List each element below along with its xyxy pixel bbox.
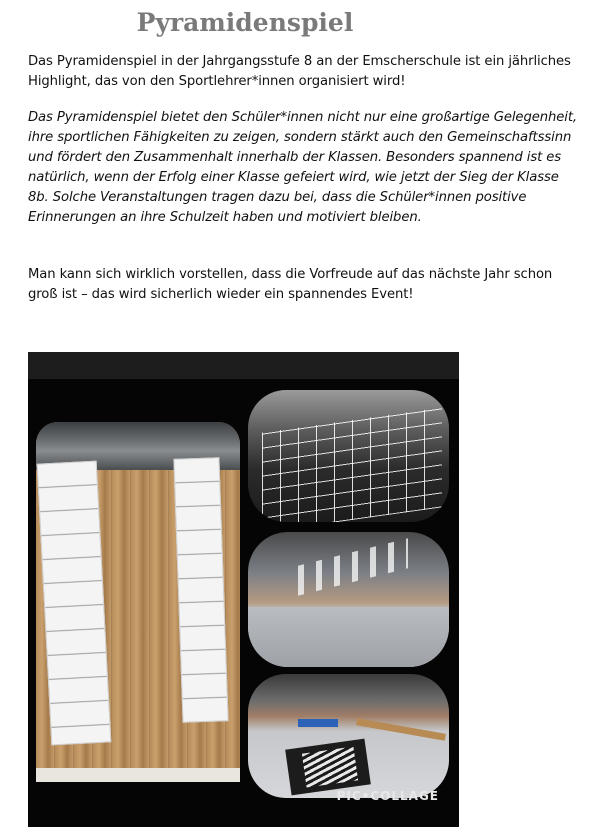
task-sheets-right	[173, 457, 228, 722]
page-title: Pyramidenspiel	[136, 8, 354, 37]
description-paragraph: Das Pyramidenspiel bietet den Schüler*innen nicht nur eine großartige Gelegenheit, ihre sportlichen Fähigkeiten zu zeigen, sondern stärkt auch den Gemeinschaftssinn und fördert den Zusammenhalt innerhalb der Klassen. Besonders spannend ist es natürlich, wenn der Erfolg einer Klasse gefeiert wird, wie jetzt der Sieg der Klasse 8b. Solche Veranstaltungen tragen dazu bei, dass die Schüler*innen positive Erinnerungen an ihre Schulzeit haben und motiviert bleiben.	[28, 110, 577, 225]
wall-floor	[36, 768, 240, 782]
bench	[356, 718, 446, 741]
photo-sports-hall	[248, 532, 449, 667]
task-sheets-left	[37, 461, 112, 746]
hall-floor	[248, 607, 449, 667]
closing-paragraph: Man kann sich wirklich vorstellen, dass die Vorfreude auf das nächste Jahr schon groß ist – das wird sicherlich wieder ein spannendes Event!	[28, 267, 553, 302]
photo-hall-equipment	[248, 674, 449, 798]
score-grid-lines	[262, 407, 442, 522]
hall-lights	[298, 538, 408, 595]
intro-paragraph: Das Pyramidenspiel in der Jahrgangsstufe 8 an der Emscherschule ist ein jährliches Highlight, das von den Sportlehrer*innen organisiert wird!	[28, 54, 571, 89]
photo-score-grid	[248, 390, 449, 522]
photo-wooden-wall	[36, 422, 240, 782]
blue-mat	[298, 719, 338, 727]
photo-collage	[28, 352, 459, 827]
collage-watermark: PIC•COLLAGE	[336, 789, 439, 803]
floor-paper-stripes	[302, 747, 358, 788]
collage-top-band	[28, 352, 459, 379]
